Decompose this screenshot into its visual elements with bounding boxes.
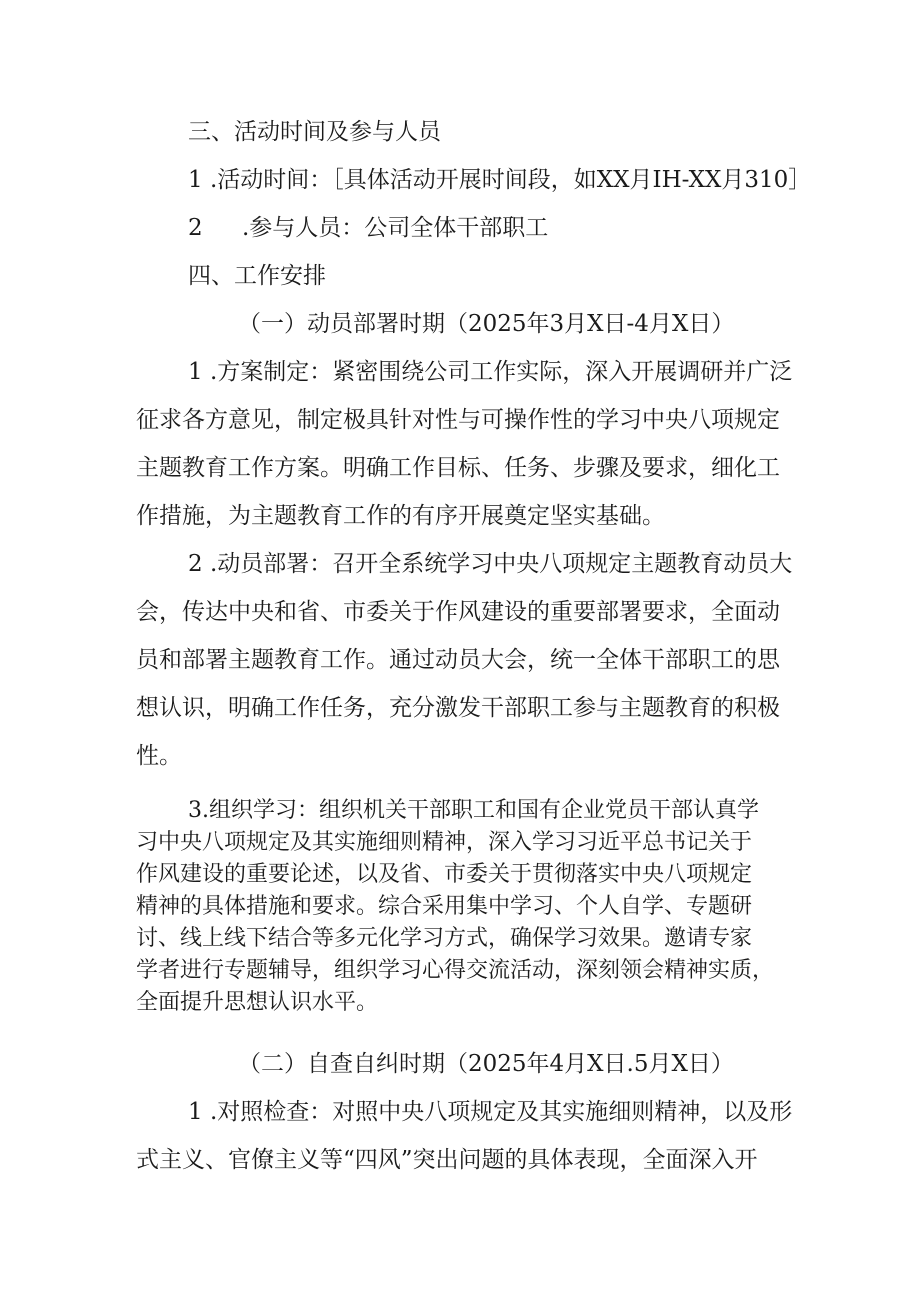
plan-paragraph-line: 作措施，为主题教育工作的有序开展奠定坚实基础。 xyxy=(136,503,665,529)
mobilization-paragraph-line: 性。 xyxy=(136,743,182,769)
study-paragraph-line: 3.组织学习：组织机关干部职工和国有企业党员干部认真学 xyxy=(188,798,759,823)
study-paragraph-line: 作风建设的重要论述，以及省、市委关于贯彻落实中央八项规定 xyxy=(136,862,753,887)
section-3-heading: 三、活动时间及参与人员 xyxy=(188,119,441,145)
activity-time-item: 1 .活动时间：［具体活动开展时间段，如XX月IH-XX月310］ xyxy=(188,167,812,193)
study-paragraph-line: 学者进行专题辅导，组织学习心得交流活动，深刻领会精神实质， xyxy=(136,958,775,983)
study-paragraph-line: 讨、线上线下结合等多元化学习方式，确保学习效果。邀请专家 xyxy=(136,926,753,951)
plan-paragraph-line: 1 .方案制定：紧密围绕公司工作实际，深入开展调研并广泛 xyxy=(188,359,793,385)
participants-item-text: .参与人员：公司全体干部职工 xyxy=(242,215,549,241)
study-paragraph-line: 习中央八项规定及其实施细则精神，深入学习习近平总书记关于 xyxy=(136,830,753,855)
phase-1-heading: （一）动员部署时期（2025年3月X日-4月X日） xyxy=(238,311,735,337)
mobilization-paragraph-line: 员和部署主题教育工作。通过动员大会，统一全体干部职工的思 xyxy=(136,647,780,673)
mobilization-paragraph-line: 会，传达中央和省、市委关于作风建设的重要部署要求，全面动 xyxy=(136,599,780,625)
participants-item xyxy=(188,213,548,243)
study-paragraph-line: 精神的具体措施和要求。综合采用集中学习、个人自学、专题研 xyxy=(136,894,753,919)
plan-paragraph-line: 主题教育工作方案。明确工作目标、任务、步骤及要求，细化工 xyxy=(136,455,780,481)
plan-paragraph-line: 征求各方意见，制定极具针对性与可操作性的学习中央八项规定 xyxy=(136,407,780,433)
study-paragraph-line: 全面提升思想认识水平。 xyxy=(136,990,379,1015)
phase-2-heading: （二）自查自纠时期（2025年4月X日.5月X日） xyxy=(238,1051,734,1077)
mobilization-paragraph-line: 2 .动员部署：召开全系统学习中央八项规定主题教育动员大 xyxy=(188,551,793,577)
mobilization-paragraph-line: 想认识，明确工作任务，充分激发干部职工参与主题教育的积极 xyxy=(136,695,780,721)
check-paragraph-line: 式主义、官僚主义等“四风”突出问题的具体表现，全面深入开 xyxy=(136,1147,758,1173)
participants-item-number: 2 xyxy=(188,215,203,241)
check-paragraph-line: 1 .对照检查：对照中央八项规定及其实施细则精神，以及形 xyxy=(188,1099,793,1125)
section-4-heading: 四、工作安排 xyxy=(188,263,326,289)
